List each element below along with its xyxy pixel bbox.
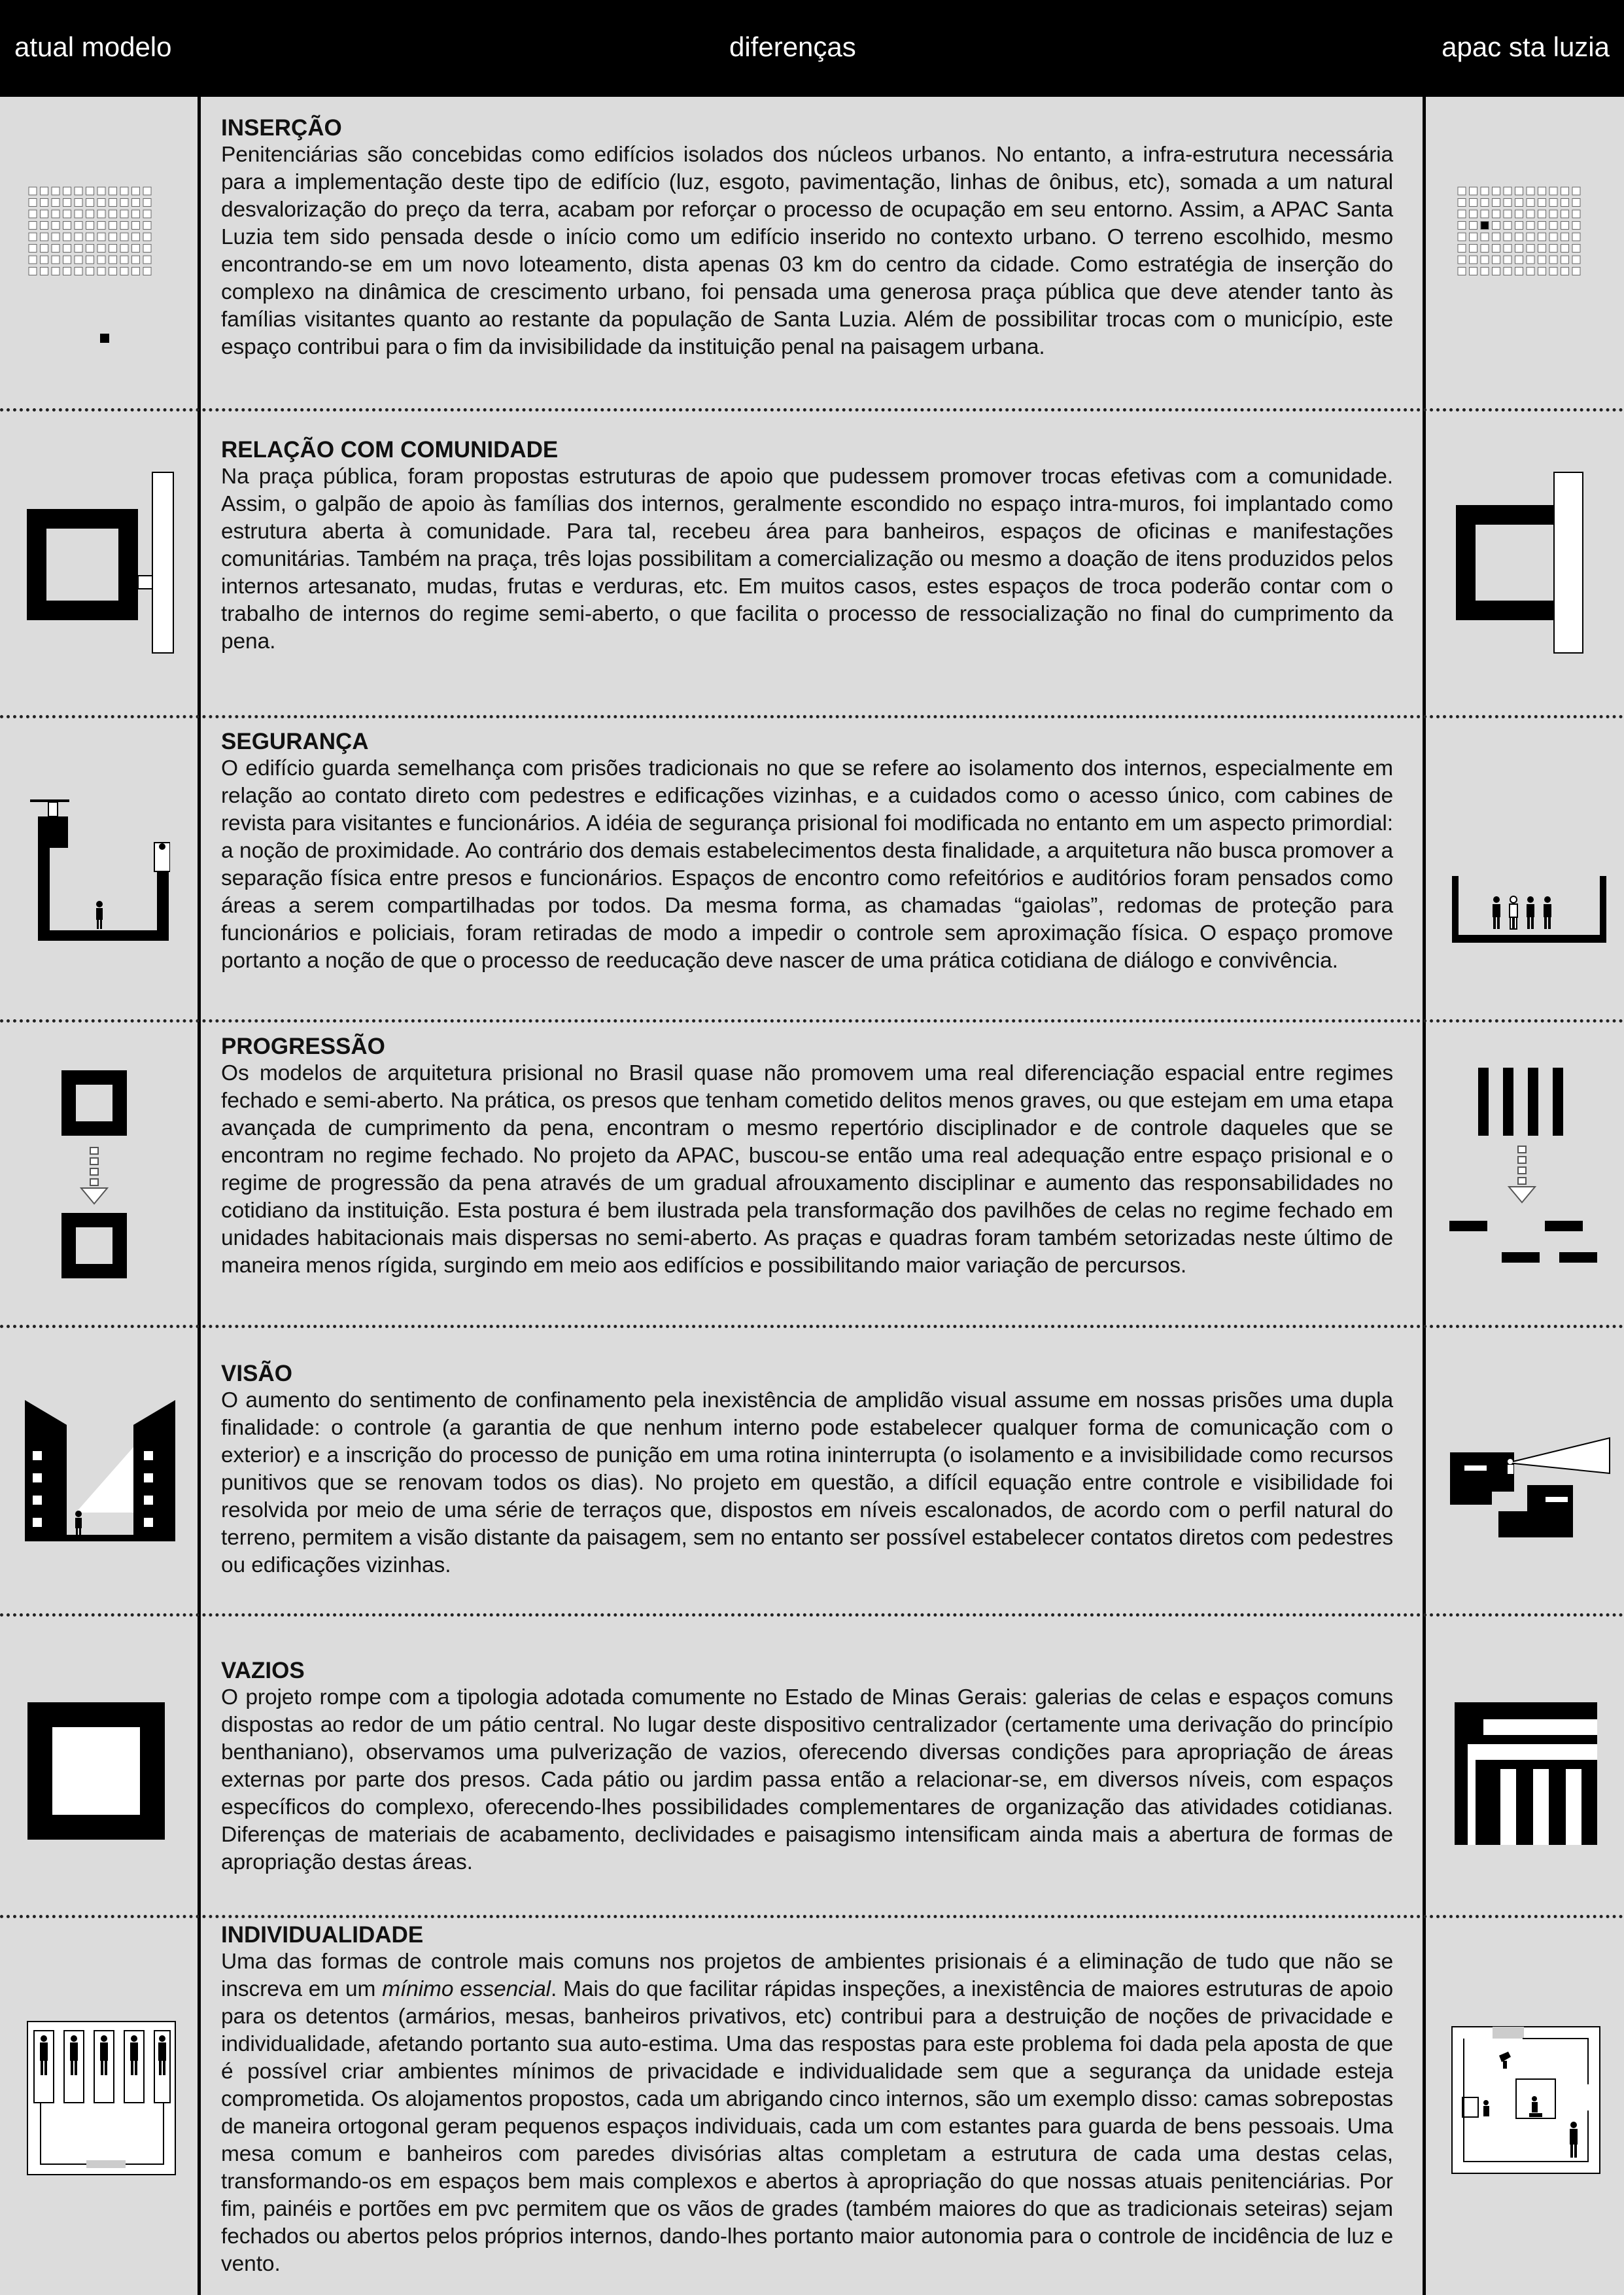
city-block (1481, 245, 1489, 253)
closed-square-icon (25, 471, 182, 654)
body-text: . Mais do que facilitar rápidas inspeções, a inexistência de maiores estruturas de apoio para os detentos (armários, mesas, banheiros privativos, etc) contribui para a destruição de noções de privacidade e individualidade, afetando portanto sua auto-estima. Uma das respostas para este problema foi dada pela aposta de que é possível criar ambientes mínimos de privacidade e individualidade sem que a segurança da unidade esteja comprometida. Os alojamentos propostos, cada um abrigando cinco internos, são um exemplo disso: camas sobrepostas de maneira ortogonal geram pequenos espaços individuais, cada um com estantes para guarda de bens pessoais. Uma mesa comum e banheiros com paredes divisórias altas completam a estrutura de cada uma destas celas, transformando-os em espaços bem mais complexos e abertos à apropriação do que nossas atuais penitenciárias. Por fim, painéis e portões em pvc permitem que os vãos de grades (também maiores do que as tradicionais seteiras) sejam fechados ou abertos pelos próprios internos, dando-lhes portanto maior autonomia para o controle de incidência de luz e vento. (221, 1977, 1393, 2276)
city-block (75, 256, 82, 264)
column-header-right: apac sta luzia (1442, 31, 1610, 62)
city-block (41, 256, 48, 264)
city-block (1504, 233, 1512, 241)
city-block (63, 268, 71, 275)
city-block (29, 233, 37, 241)
city-block (97, 245, 105, 253)
city-block (29, 222, 37, 230)
city-block (1470, 268, 1477, 275)
city-block (1572, 222, 1580, 230)
section-title: SEGURANÇA (221, 729, 369, 754)
city-block (41, 210, 48, 218)
city-block (1527, 233, 1534, 241)
watchtower-icon (26, 792, 170, 949)
city-block (1572, 210, 1580, 218)
city-block (109, 233, 117, 241)
section-title: VAZIOS (221, 1658, 305, 1683)
city-block (75, 222, 82, 230)
city-block (63, 222, 71, 230)
city-block (63, 256, 71, 264)
section-visao (221, 1361, 1393, 1579)
city-block (1538, 222, 1546, 230)
city-block (120, 256, 128, 264)
urban-grid-inserted-icon (1455, 184, 1599, 289)
city-block (1538, 233, 1546, 241)
city-block (41, 187, 48, 195)
city-block (52, 268, 60, 275)
city-block (1538, 256, 1546, 264)
city-block (29, 245, 37, 253)
city-block (86, 187, 94, 195)
city-block (1481, 210, 1489, 218)
header-bar (0, 0, 1624, 97)
city-block (41, 245, 48, 253)
city-block (143, 233, 151, 241)
city-block (1549, 222, 1557, 230)
section-seguranca (221, 729, 1393, 975)
city-block (1493, 233, 1500, 241)
city-block (1527, 187, 1534, 195)
open-square-icon (1455, 471, 1605, 654)
city-block (143, 222, 151, 230)
section-body: Penitenciárias são concebidas como edifícios isolados dos núcleos urbanos. No entanto, a infra-estrutura necessária para a implementação deste tipo de edifício (luz, esgoto, pavimentação, linhas de ônibus, etc), somada a um natural desvalorização do preço da terra, acabam por reforçar o processo de ocupação em seu entorno. Assim, a APAC Santa Luzia tem sido pensada desde o início como um edifício inserido no contexto urbano. O terreno escolhido, mesmo encontrando-se em um novo loteamento, dista apenas 03 km do centro da cidade. Como estratégia de inserção do complexo na dinâmica de crescimento urbano, foi pensada uma generosa praça pública que deve atender tanto às famílias visitantes quanto ao restante da população de Santa Luzia. Além de possibilitar trocas com o município, este espaço contribui para o fim da invisibilidade da instituição penal na paisagem urbana. (221, 143, 1393, 359)
city-block (1504, 187, 1512, 195)
city-block (120, 187, 128, 195)
city-block (109, 187, 117, 195)
city-block (1549, 268, 1557, 275)
city-block (1527, 256, 1534, 264)
city-block (1493, 256, 1500, 264)
city-block (97, 187, 105, 195)
city-block (143, 187, 151, 195)
city-block (1504, 199, 1512, 207)
city-block (1470, 233, 1477, 241)
city-block (29, 256, 37, 264)
vertical-view-icon (24, 1393, 181, 1544)
city-block (41, 233, 48, 241)
city-block (41, 199, 48, 207)
city-block (1458, 233, 1466, 241)
city-block (97, 199, 105, 207)
city-block (143, 199, 151, 207)
city-block (97, 222, 105, 230)
city-block (29, 268, 37, 275)
city-block (1538, 187, 1546, 195)
city-block (1538, 199, 1546, 207)
city-block (1493, 268, 1500, 275)
city-block (1561, 210, 1569, 218)
city-block (75, 199, 82, 207)
city-block (1572, 268, 1580, 275)
city-block (1470, 256, 1477, 264)
city-block (120, 233, 128, 241)
city-block (1493, 210, 1500, 218)
section-title: RELAÇÃO COM COMUNIDADE (221, 437, 559, 463)
city-block (1504, 222, 1512, 230)
city-block (1561, 199, 1569, 207)
distributed-voids-icon (1453, 1701, 1600, 1848)
city-block (1515, 222, 1523, 230)
section-body: Os modelos de arquitetura prisional no Brasil quase não promovem uma real diferenciação espacial entre regimes fechado e semi-aberto. Na prática, os presos que tenham cometido delitos menos graves, ou que estejam em uma etapa avançada de cumprimento da pena, encontram o mesmo repertório disciplinador e de controle daqueles que se encontram no regime fechado. No projeto da APAC, buscou-se então uma real adequação entre espaço prisional e o regime de progressão da pena através de um gradual afrouxamento disciplinar e aumento das responsabilidades no cotidiano da instituição. Esta postura é bem ilustrada pela transformação dos pavilhões de celas no regime fechado em unidades habitacionais mais dispersas no semi-aberto. As praças e quadras foram também setorizadas neste último de maneira menos rígida, surgindo em meio aos edifícios e possibilitando maior variação de percursos. (221, 1061, 1393, 1278)
city-block (1549, 210, 1557, 218)
section-body: O aumento do sentimento de confinamento pela inexistência de amplidão visual assume em nossas prisões uma dupla finalidade: o controle (a garantia de que nenhum interno pode estabelecer qualquer forma de comunicação com o exterior) e a inscrição do processo de punição em uma rotina ininterrupta (o isolamento e a invisibilidade como recursos punitivos que se renovam todos os dias). No projeto em questão, a difícil equação entre controle e visibilidade foi resolvida por meio de uma série de terraços que, dispostos em níveis escalonados, de acordo com o perfil natural do terreno, permitem a visão distante da paisagem, sem no entanto ser possível estabelecer contatos diretos com pedestres ou edificações vizinhas. (221, 1388, 1393, 1577)
city-block (86, 245, 94, 253)
city-block (1481, 256, 1489, 264)
city-block (86, 199, 94, 207)
row-separator (0, 715, 1624, 718)
city-block (1493, 199, 1500, 207)
city-block (109, 256, 117, 264)
city-block (1458, 187, 1466, 195)
column-header-center: diferenças (729, 31, 856, 62)
section-body: O projeto rompe com a tipologia adotada comumente no Estado de Minas Gerais: galerias de celas e espaços comuns dispostas ao redor de um pátio central. No lugar deste dispositivo centralizador (certamente uma derivação do princípio benthaniano), observamos uma pulverização de vazios, oferecendo diversas condições para apropriação de áreas externas por parte dos presos. Cada pátio ou jardim passa então a relacionar-se, em diversos níveis, com espaços específicos do complexo, oferecendo-lhes possibilidades complementares de organização das atividades cotidianas. Diferenças de materiais de acabamento, declividades e paisagismo intensificam ainda mais a abertura de formas de apropriação destas áreas. (221, 1685, 1393, 1874)
city-block (41, 268, 48, 275)
city-block (41, 222, 48, 230)
city-block (143, 245, 151, 253)
section-relacao-comunidade (221, 437, 1393, 656)
body-text: Uma das formas de controle mais comuns nos projetos de ambientes prisionais é a eliminação de tudo que não se inscreva em um (221, 1950, 1393, 2001)
city-block (1458, 245, 1466, 253)
city-block (1515, 187, 1523, 195)
prison-block (1481, 222, 1489, 230)
city-block (86, 210, 94, 218)
city-block (1538, 245, 1546, 253)
city-block (29, 199, 37, 207)
city-block (132, 245, 140, 253)
urban-grid-isolated-icon (26, 184, 170, 355)
city-block (1561, 245, 1569, 253)
city-block (1572, 233, 1580, 241)
city-block (1549, 233, 1557, 241)
city-block (132, 222, 140, 230)
city-block (132, 256, 140, 264)
city-block (1515, 199, 1523, 207)
city-block (97, 233, 105, 241)
city-block (1561, 268, 1569, 275)
city-block (1515, 210, 1523, 218)
column-divider-left (198, 97, 201, 2295)
city-block (1504, 245, 1512, 253)
city-block (1572, 256, 1580, 264)
city-block (63, 210, 71, 218)
city-block (86, 233, 94, 241)
city-block (1470, 222, 1477, 230)
section-vazios (221, 1658, 1393, 1876)
column-header-left: atual modelo (14, 31, 172, 62)
city-block (29, 210, 37, 218)
city-block (52, 187, 60, 195)
prison-block (100, 334, 109, 343)
city-block (29, 187, 37, 195)
body-emphasis: mínimo essencial (382, 1977, 551, 2001)
city-block (1470, 210, 1477, 218)
city-block (52, 199, 60, 207)
row-separator (0, 1915, 1624, 1918)
city-block (75, 187, 82, 195)
city-block (1458, 268, 1466, 275)
city-block (109, 268, 117, 275)
city-block (132, 268, 140, 275)
section-title: INDIVIDUALIDADE (221, 1922, 424, 1948)
section-title: INSERÇÃO (221, 115, 342, 141)
section-body: Na praça pública, foram propostas estruturas de apoio que pudessem promover trocas efetivas com a comunidade. Assim, o galpão de apoio às famílias dos internos, geralmente escondido no espaço intra-muros, foi implantado como estrutura aberta à comunidade. Para tal, recebeu área para banheiros, espaços de oficinas e manifestações comunitárias. Também na praça, três lojas possibilitam a comercialização ou mesmo a doação de itens produzidos pelos internos artesanato, mudas, frutas e verduras, etc. Em muitos casos, estes espaços de troca poderão contar com o trabalho de internos do regime semi-aberto, o que facilita o processo de ressocialização no final do cumprimento da pena. (221, 464, 1393, 654)
city-block (63, 233, 71, 241)
section-title: VISÃO (221, 1361, 292, 1386)
city-block (1538, 210, 1546, 218)
city-block (1458, 210, 1466, 218)
city-block (1527, 222, 1534, 230)
city-block (1549, 199, 1557, 207)
city-block (52, 233, 60, 241)
city-block (1527, 245, 1534, 253)
city-block (1515, 233, 1523, 241)
city-block (1481, 233, 1489, 241)
city-block (1481, 187, 1489, 195)
city-block (75, 233, 82, 241)
city-block (86, 222, 94, 230)
city-block (1561, 233, 1569, 241)
city-block (1515, 268, 1523, 275)
city-block (1527, 268, 1534, 275)
city-block (1561, 256, 1569, 264)
city-block (1458, 199, 1466, 207)
city-block (97, 210, 105, 218)
city-block (52, 256, 60, 264)
city-block (1481, 268, 1489, 275)
cell-block-icon (26, 2020, 178, 2177)
city-block (1549, 245, 1557, 253)
city-block (109, 210, 117, 218)
row-separator (0, 1613, 1624, 1617)
city-block (1549, 187, 1557, 195)
city-block (143, 210, 151, 218)
city-block (1504, 268, 1512, 275)
city-block (97, 268, 105, 275)
dormitory-icon (1451, 2025, 1601, 2175)
city-block (1504, 210, 1512, 218)
city-block (1470, 245, 1477, 253)
city-block (1458, 222, 1466, 230)
city-block (1493, 245, 1500, 253)
city-block (143, 268, 151, 275)
city-block (63, 187, 71, 195)
city-block (52, 210, 60, 218)
city-block (1549, 256, 1557, 264)
row-separator (0, 408, 1624, 412)
city-block (1561, 222, 1569, 230)
city-block (120, 222, 128, 230)
city-block (120, 268, 128, 275)
city-block (1572, 245, 1580, 253)
city-block (52, 245, 60, 253)
city-block (86, 268, 94, 275)
city-block (143, 256, 151, 264)
same-block-progression-icon (59, 1066, 137, 1282)
section-body (221, 1948, 1393, 2278)
city-block (109, 199, 117, 207)
city-block (120, 210, 128, 218)
section-insercao (221, 115, 1393, 361)
section-body: O edifício guarda semelhança com prisões tradicionais no que se refere ao isolamento dos internos, especialmente em relação ao contato direto com pedestres e edificações vizinhas, e a cuidados como o acesso único, com cabines de revista para visitantes e funcionários. A idéia de segurança prisional foi modificada no entanto em um aspecto primordial: a noção de proximidade. Ao contrário dos demais estabelecimentos desta finalidade, a arquitetura não busca promover a separação física entre presos e funcionários. Espaços de encontro como refeitórios e auditórios foram pensados como áreas a serem compartilhadas por todos. Da mesma forma, as chamadas “gaiolas”, redomas de proteção para funcionários e policiais, foram retiradas de modo a impedir o controle sem aproximação física. O espaço promove portanto a noção de que o processo de reeducação deve nascer de uma prática cotidiana de diálogo e convivência. (221, 756, 1393, 973)
city-block (86, 256, 94, 264)
section-title: PROGRESSÃO (221, 1034, 385, 1059)
city-block (63, 245, 71, 253)
city-block (63, 199, 71, 207)
city-block (75, 245, 82, 253)
city-block (132, 199, 140, 207)
city-block (1504, 256, 1512, 264)
column-divider-right (1423, 97, 1426, 2295)
dispersed-blocks-progression-icon (1447, 1066, 1604, 1269)
city-block (1527, 210, 1534, 218)
city-block (97, 256, 105, 264)
city-block (1493, 187, 1500, 195)
city-block (52, 222, 60, 230)
city-block (1572, 187, 1580, 195)
city-block (1470, 187, 1477, 195)
city-block (132, 233, 140, 241)
section-progressao (221, 1034, 1393, 1280)
horizontal-view-icon (1449, 1433, 1612, 1544)
city-block (1515, 245, 1523, 253)
city-block (132, 210, 140, 218)
city-block (120, 199, 128, 207)
city-block (1515, 256, 1523, 264)
city-block (109, 222, 117, 230)
city-block (120, 245, 128, 253)
city-block (1481, 199, 1489, 207)
city-block (75, 210, 82, 218)
row-separator (0, 1019, 1624, 1023)
row-separator (0, 1325, 1624, 1328)
city-block (1538, 268, 1546, 275)
city-block (1458, 256, 1466, 264)
city-block (132, 187, 140, 195)
city-block (109, 245, 117, 253)
city-block (75, 268, 82, 275)
city-block (1470, 199, 1477, 207)
city-block (1572, 199, 1580, 207)
shared-space-icon (1451, 873, 1608, 945)
section-individualidade (221, 1922, 1393, 2278)
city-block (1561, 187, 1569, 195)
city-block (1527, 199, 1534, 207)
central-courtyard-icon (26, 1701, 170, 1845)
city-block (1493, 222, 1500, 230)
